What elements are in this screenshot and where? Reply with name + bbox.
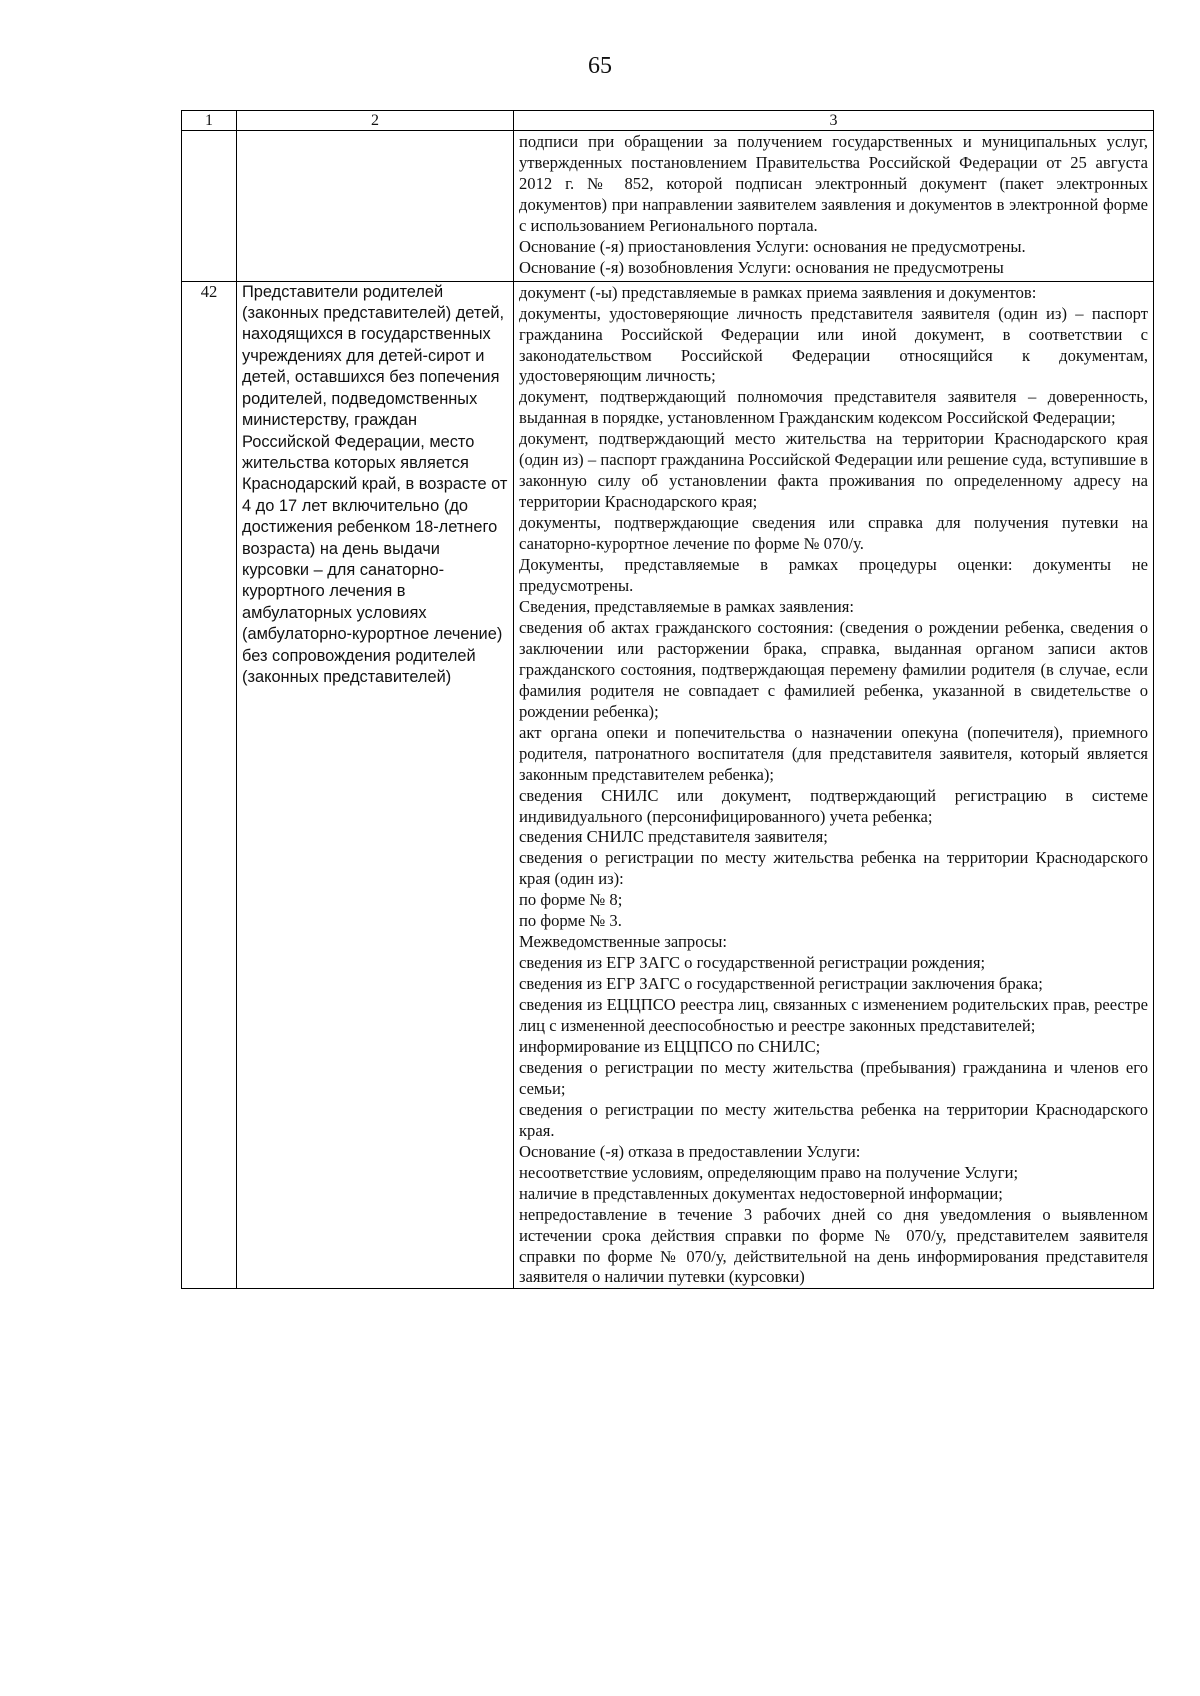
service-details — [514, 131, 1154, 282]
column-header-2: 2 — [237, 111, 514, 131]
details-paragraph: сведения о регистрации по месту жительства (пребывания) гражданина и членов его семьи; — [519, 1057, 1148, 1098]
details-paragraph: сведения из ЕГР ЗАГС о государственной регистрации заключения брака; — [519, 974, 1043, 994]
row-number — [182, 131, 237, 282]
details-paragraph: документы, удостоверяющие личность представителя заявителя (один из) – паспорт гражданина Российской Федерации или иной документ, в соответствии с законодательством Российской Федерации относящийся к документам, удостоверяющим личность; — [519, 303, 1148, 386]
details-paragraph: сведения СНИЛС или документ, подтверждающий регистрацию в системе индивидуального (персонифицированного) учета ребенка; — [519, 785, 1148, 826]
applicant-category: Представители родителей (законных представителей) детей, находящихся в государственных учреждениях для детей-сирот и детей, оставшихся без попечения родителей, подведомственных министерству, граждан Российской Федерации, место жительства которых является Краснодарский край, в возрасте от 4 до 17 лет включительно (до достижения ребенком 18-летнего возраста) на день выдачи курсовки – для санаторно-курортного лечения в амбулаторных условиях (амбулаторно-курортное лечение) без сопровождения родителей (законных представителей) — [237, 281, 514, 1289]
details-paragraph: Основание (-я) приостановления Услуги: основания не предусмотрены. — [519, 236, 1026, 256]
details-paragraph: документ, подтверждающий место жительства на территории Краснодарского края (один из) – паспорт гражданина Российской Федерации или решение суда, вступившие в законную силу об установлении факта проживания по определенному адресу на территории Краснодарского края; — [519, 429, 1148, 512]
column-header-1: 1 — [182, 111, 237, 131]
table-header-row — [182, 111, 1154, 131]
applicant-category — [237, 131, 514, 282]
details-paragraph: наличие в представленных документах недостоверной информации; — [519, 1183, 1003, 1203]
row-number: 42 — [182, 281, 237, 1289]
details-paragraph: сведения о регистрации по месту жительства ребенка на территории Краснодарского края. — [519, 1099, 1148, 1140]
page-number: 65 — [588, 53, 612, 79]
details-paragraph: непредоставление в течение 3 рабочих дней со дня уведомления о выявленном истечении срока действия справки по форме № 070/у, представителем заявителя справки по форме № 070/у, действительной на день информирования представителя заявителя о наличии путевки (курсовки) — [519, 1204, 1148, 1287]
details-paragraph: Основание (-я) возобновления Услуги: основания не предусмотрены — [519, 257, 1004, 277]
details-paragraph: несоответствие условиям, определяющим право на получение Услуги; — [519, 1162, 1019, 1182]
table-row — [182, 131, 1154, 282]
table-row — [182, 281, 1154, 1289]
details-paragraph: Межведомственные запросы: — [519, 932, 728, 952]
details-paragraph: по форме № 3. — [519, 911, 622, 931]
details-paragraph: сведения СНИЛС представителя заявителя; — [519, 827, 828, 847]
details-paragraph: сведения из ЕЦЦПСО реестра лиц, связанных с изменением родительских прав, реестре лиц с измененной дееспособностью и реестре законных представителей; — [519, 995, 1148, 1036]
service-details — [514, 281, 1154, 1289]
details-paragraph: документ (-ы) представляемые в рамках приема заявления и документов: — [519, 282, 1037, 302]
details-paragraph: Документы, представляемые в рамках процедуры оценки: документы не предусмотрены. — [519, 555, 1148, 596]
services-table — [181, 110, 1154, 1289]
details-paragraph: документы, подтверждающие сведения или справка для получения путевки на санаторно-курортное лечение по форме № 070/у. — [519, 513, 1148, 554]
details-paragraph: сведения об актах гражданского состояния: (сведения о рождении ребенка, сведения о заключении или расторжении брака, справка, выданная органом записи актов гражданского состояния, подтверждающая перемену фамилии родителя (в случае, если фамилия родителя не совпадает с фамилией ребенка, указанной в свидетельстве о рождении ребенка); — [519, 617, 1148, 721]
details-paragraph: Сведения, представляемые в рамках заявления: — [519, 596, 855, 616]
details-paragraph: подписи при обращении за получением государственных и муниципальных услуг, утвержденных постановлением Правительства Российской Федерации от 25 августа 2012 г. № 852, которой подписан электронный документ (пакет электронных документов) при направлении заявителем заявления и документов в электронной форме с использованием Регионального портала. — [519, 132, 1148, 235]
column-header-3: 3 — [514, 111, 1154, 131]
details-paragraph: сведения о регистрации по месту жительства ребенка на территории Краснодарского края (один из): — [519, 848, 1148, 889]
details-paragraph: акт органа опеки и попечительства о назначении опекуна (попечителя), приемного родителя, патронатного воспитателя (для представителя заявителя, который является законным представителем ребенка); — [519, 722, 1148, 784]
details-paragraph: сведения из ЕГР ЗАГС о государственной регистрации рождения; — [519, 953, 986, 973]
details-paragraph: по форме № 8; — [519, 890, 623, 910]
details-paragraph: информирование из ЕЦЦПСО по СНИЛС; — [519, 1036, 821, 1056]
details-paragraph: документ, подтверждающий полномочия представителя заявителя – доверенность, выданная в порядке, установленном Гражданским кодексом Российской Федерации; — [519, 387, 1148, 428]
details-paragraph: Основание (-я) отказа в предоставлении Услуги: — [519, 1141, 861, 1161]
